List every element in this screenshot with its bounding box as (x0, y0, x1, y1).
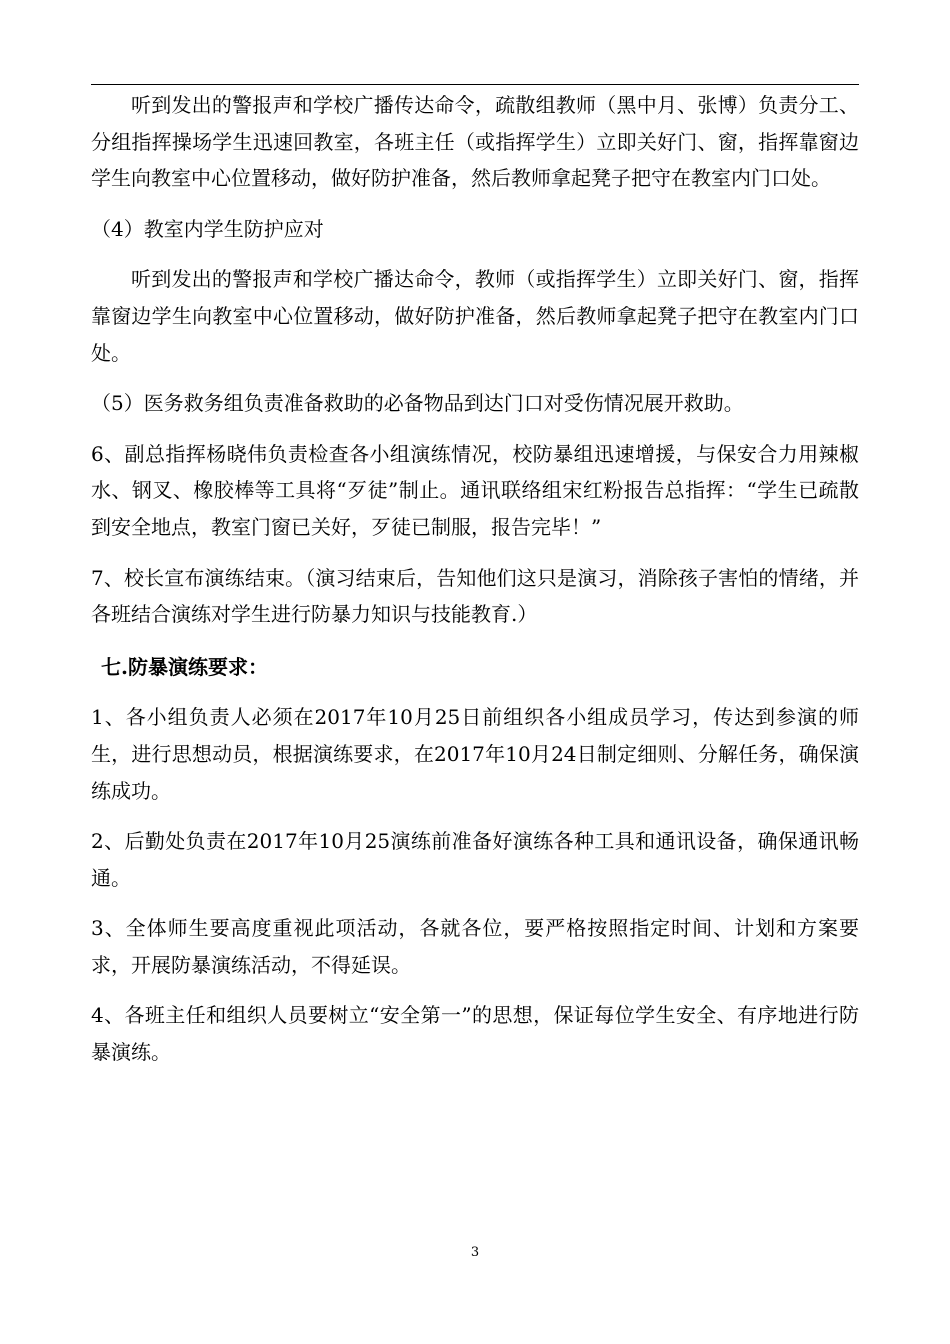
page-number: 3 (470, 1245, 480, 1260)
paragraph-drill-end: 7、校长宣布演练结束。（演习结束后，告知他们这只是演习，消除孩子害怕的情绪，并各班结合演练对学生进行防暴力知识与技能教育.） (91, 565, 859, 627)
paragraph-classroom-protection: 听到发出的警报声和学校广播达命令，教师（或指挥学生）立即关好门、窗，指挥靠窗边学生向教室中心位置移动，做好防护准备，然后教师拿起凳子把守在教室内门口处。 (91, 267, 859, 365)
requirement-item-3: 3、全体师生要高度重视此项活动，各就各位，要严格按照指定时间、计划和方案要求，开展防暴演练活动，不得延误。 (91, 916, 859, 977)
paragraph-medical-rescue: （5）医务救务组负责准备救助的必备物品到达门口对受伤情况展开救助。 (91, 391, 744, 416)
requirement-item-1: 1、各小组负责人必须在2017年10月25日前组织各小组成员学习，传达到参演的师生，进行思想动员，根据演练要求，在2017年10月24日制定细则、分解任务，确保演练成功。 (91, 705, 859, 803)
requirement-item-2: 2、后勤处负责在2017年10月25演练前准备好演练各种工具和通讯设备，确保通讯畅通。 (91, 829, 859, 890)
section-heading-requirements: 七.防暴演练要求： (101, 654, 268, 679)
paragraph-deputy-commander: 6、副总指挥杨晓伟负责检查各小组演练情况，校防暴组迅速增援，与保安合力用辣椒水、钢叉、橡胶棒等工具将“歹徒”制止。通讯联络组宋红粉报告总指挥：“学生已疏散到安全地点，教室门窗已关好，歹徒已制服，报告完毕！” (91, 441, 859, 539)
subheading-classroom-protection: （4）教室内学生防护应对 (91, 216, 324, 241)
requirement-item-4: 4、各班主任和组织人员要树立“安全第一”的思想，保证每位学生安全、有序地进行防暴演练。 (91, 1003, 859, 1065)
paragraph-evacuation-instructions: 听到发出的警报声和学校广播传达命令，疏散组教师（黑中月、张博）负责分工、分组指挥操场学生迅速回教室，各班主任（或指挥学生）立即关好门、窗，指挥靠窗边学生向教室中心位置移动，做好防护准备，然后教师拿起凳子把守在教室内门口处。 (91, 93, 859, 191)
document-body (91, 87, 859, 1071)
header-rule (91, 84, 859, 85)
